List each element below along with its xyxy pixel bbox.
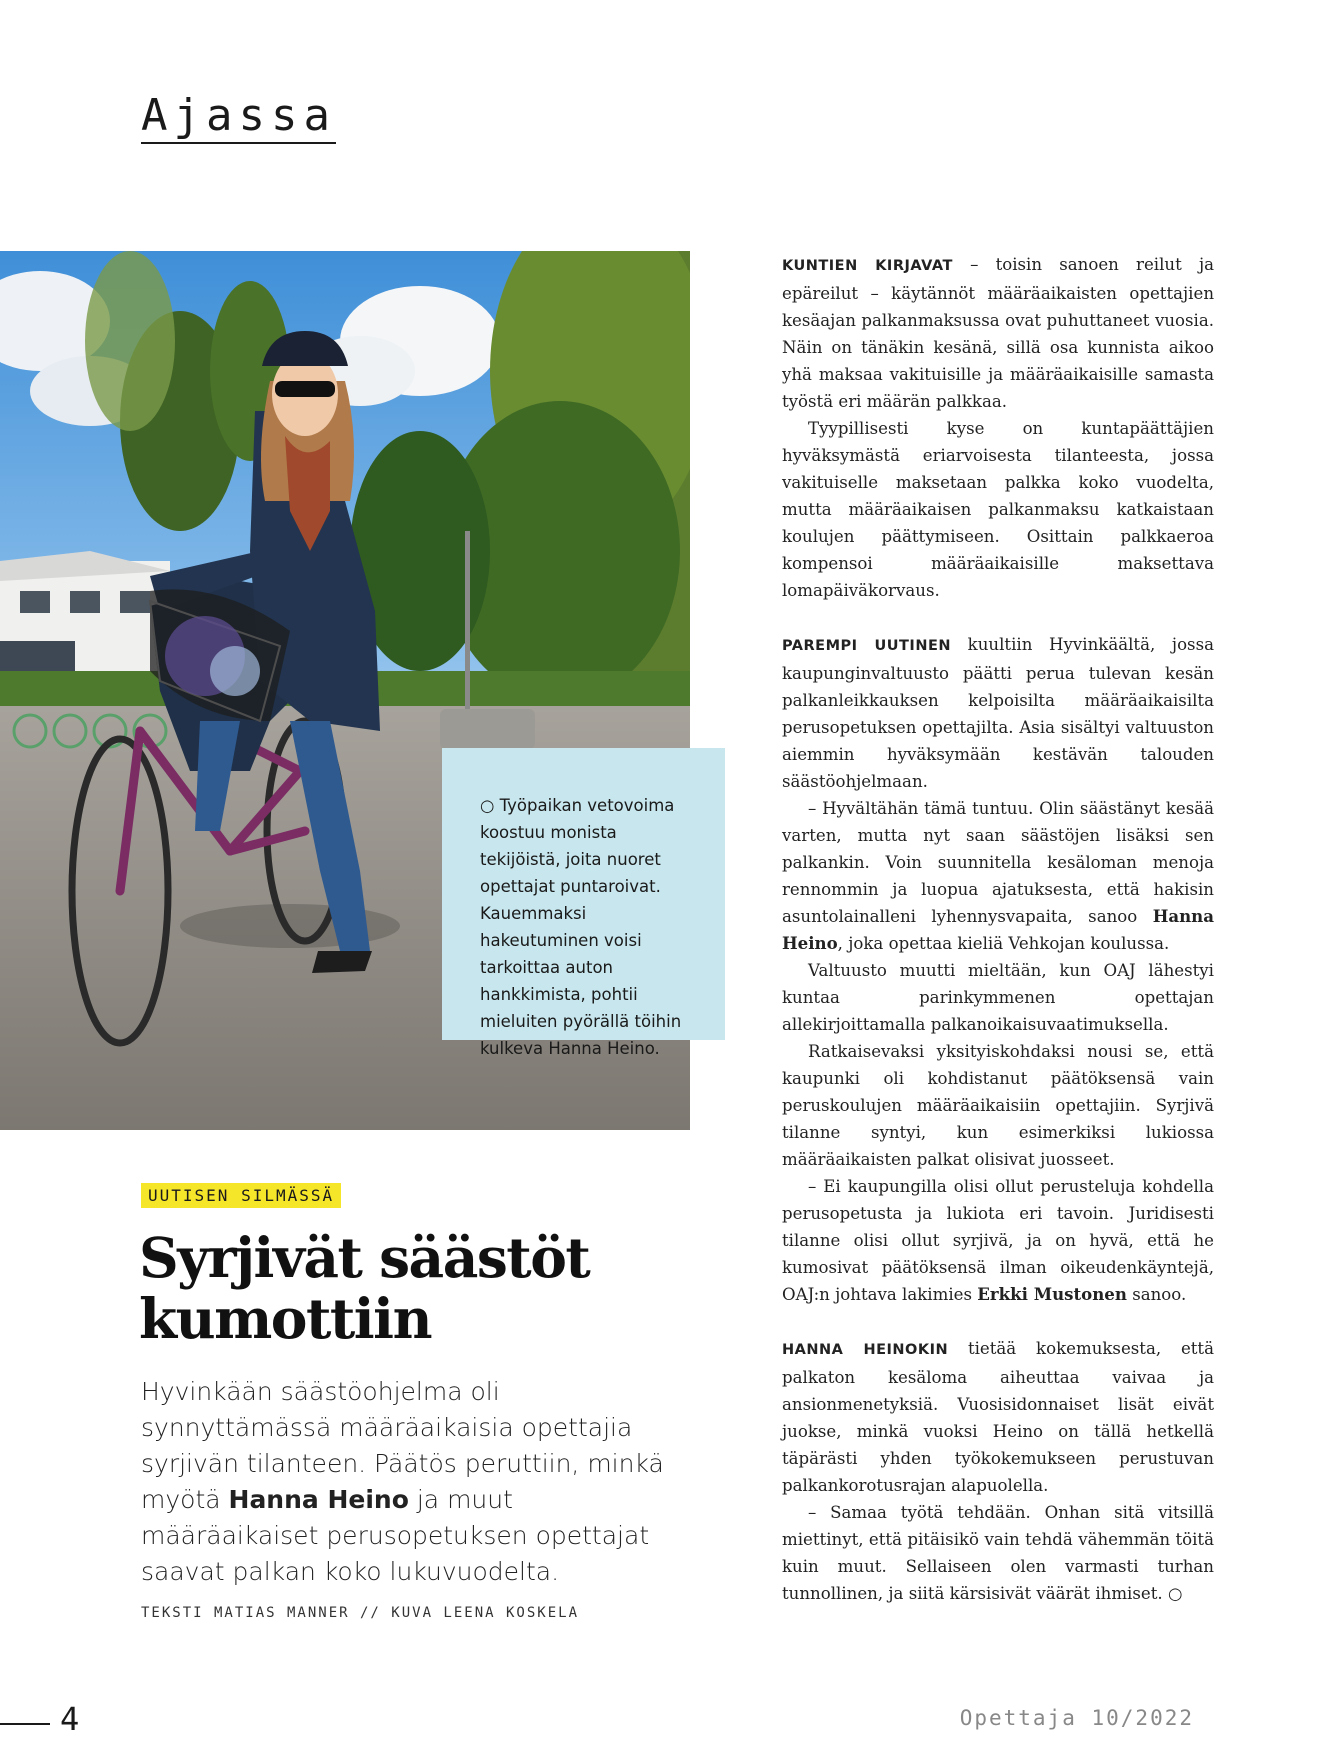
lead-person-name: Hanna Heino: [228, 1485, 409, 1514]
publication-issue: Opettaja 10/2022: [959, 1706, 1194, 1730]
headline: Syrjivät säästöt kumottiin: [139, 1225, 590, 1351]
article-body: [782, 251, 1214, 1607]
body-paragraph-5: Valtuusto muutti mieltään, kun OAJ lähestyi kuntaa parinkymmenen opettajan allekirjoittamalla palkanoikaisuvaatimuksella.: [782, 961, 1214, 1034]
body-paragraph-9: [782, 1499, 1214, 1607]
lead-text-start: Hyvinkään säästöohjelma oli synnyttämässä määräaikaisia opettajia syrjivän tilanteen. Päätös peruttiin, minkä myötä: [141, 1377, 664, 1514]
end-mark-icon: ○: [1167, 1584, 1183, 1603]
caption-bullet-icon: ○: [480, 796, 495, 815]
paragraph-text: – Hyvältähän tämä tuntuu. Olin säästänyt kesää varten, mutta nyt saan säästöjen lisäksi sen palkankin. Voin suunnitella kesäloman menoja rennommin ja luopua ajatuksesta, että hakisin asuntolainalleni lyhennysvapaita, sanoo: [782, 799, 1214, 926]
paragraph-lede: KUNTIEN KIRJAVAT: [782, 258, 953, 274]
body-paragraph-6: Ratkaisevaksi yksityiskohdaksi nousi se, että kaupunki oli kohdistanut päätöksensä vain peruskoulujen määräaikaisiin opettajiin. Syrjivä tilanne syntyi, kun esimerkiksi lukiossa määräaikaisten palkat olisivat juosseet.: [782, 1042, 1214, 1169]
lead-paragraph: [141, 1374, 681, 1590]
paragraph-lede: PAREMPI UUTINEN: [782, 638, 951, 654]
caption-text: Työpaikan vetovoima koostuu monista tekijöistä, joita nuoret opettajat puntaroivat. Kauemmaksi hakeutuminen voisi tarkoittaa auton hankkimista, pohtii mieluiten pyörällä töihin kulkeva Hanna Heino.: [480, 796, 682, 1058]
paragraph-text: , joka opettaa kieliä Vehkojan koulussa.: [837, 934, 1170, 953]
body-paragraph-7: [782, 1173, 1214, 1308]
paragraph-text: kuultiin Hyvinkäältä, jossa kaupunginvaltuusto päätti perua tulevan kesän palkanleikkauksen kelpoisilta määräaikaisilta perusopetuksen opettajilta. Asia sisältyi valtuuston aiemmin hyväksymään kestävän talouden säästöohjelmaan.: [782, 635, 1214, 791]
paragraph-text: tietää kokemuksesta, että palkaton kesäloma aiheuttaa vaivaa ja ansionmenetyksiä. Vuosisidonnaiset lisät eivät juokse, minkä vuoksi Heino on tällä hetkellä täpärästi yhden työkokemukseen perustuvan palkankorotusrajan alapuolella.: [782, 1339, 1214, 1495]
person-name: Erkki Mustonen: [977, 1284, 1127, 1304]
body-paragraph-8: [782, 1335, 1214, 1499]
body-paragraph-3: [782, 631, 1214, 795]
section-title: Ajassa: [141, 92, 336, 144]
paragraph-text: sanoo.: [1126, 1285, 1187, 1304]
photo-caption: [480, 792, 697, 1062]
paragraph-text: – Ei kaupungilla olisi ollut perusteluja kohdella perusopetusta ja lukiota eri tavoin. Juridisesti tilanne olisi ollut syrjivä, ja on hyvä, että he kumosivat päätöksensä ilman oikeudenkäyntejä, OAJ:n johtava lakimies: [782, 1177, 1214, 1304]
kicker-label: UUTISEN SILMÄSSÄ: [141, 1183, 341, 1208]
paragraph-text: – Samaa työtä tehdään. Onhan sitä vitsillä miettinyt, että pitäisikö vain tehdä vähemmän töitä kuin muut. Sellaiseen olen varmasti turhan tunnollinen, ja siitä kärsisivät väärät ihmiset.: [782, 1503, 1214, 1603]
body-paragraph-2: Tyypillisesti kyse on kuntapäättäjien hyväksymästä eriarvoisesta tilanteesta, jossa vakituiselle maksetaan palkka koko vuodelta, mutta määräaikaisen palkanmaksu katkaistaan koulujen päättymiseen. Osittain palkkaeroa kompensoi määräaikaisille maksettava lomapäiväkorvaus.: [782, 419, 1214, 600]
photo-caption-box: [442, 748, 725, 1058]
lead-text-end: ja muut määräaikaiset perusopetuksen opettajat saavat palkan koko lukuvuodelta.: [141, 1485, 650, 1586]
paragraph-text: – toisin sanoen reilut ja epäreilut – käytännöt määräaikaisten opettajien kesäajan palkanmaksussa ovat puhuttaneet vuosia. Näin on tänäkin kesänä, sillä osa kunnista aikoo yhä maksaa vakituisille ja määräaikaisille samasta työstä eri määrän palkkaa.: [782, 255, 1215, 411]
paragraph-lede: HANNA HEINOKIN: [782, 1342, 949, 1358]
page-number: 4: [60, 1700, 80, 1738]
person-name: Hanna Heino: [782, 906, 1214, 953]
body-paragraph-4: [782, 795, 1214, 957]
byline: TEKSTI MATIAS MANNER // KUVA LEENA KOSKELA: [141, 1605, 580, 1621]
body-paragraph-1: [782, 251, 1214, 415]
folio-rule: [0, 1723, 50, 1725]
